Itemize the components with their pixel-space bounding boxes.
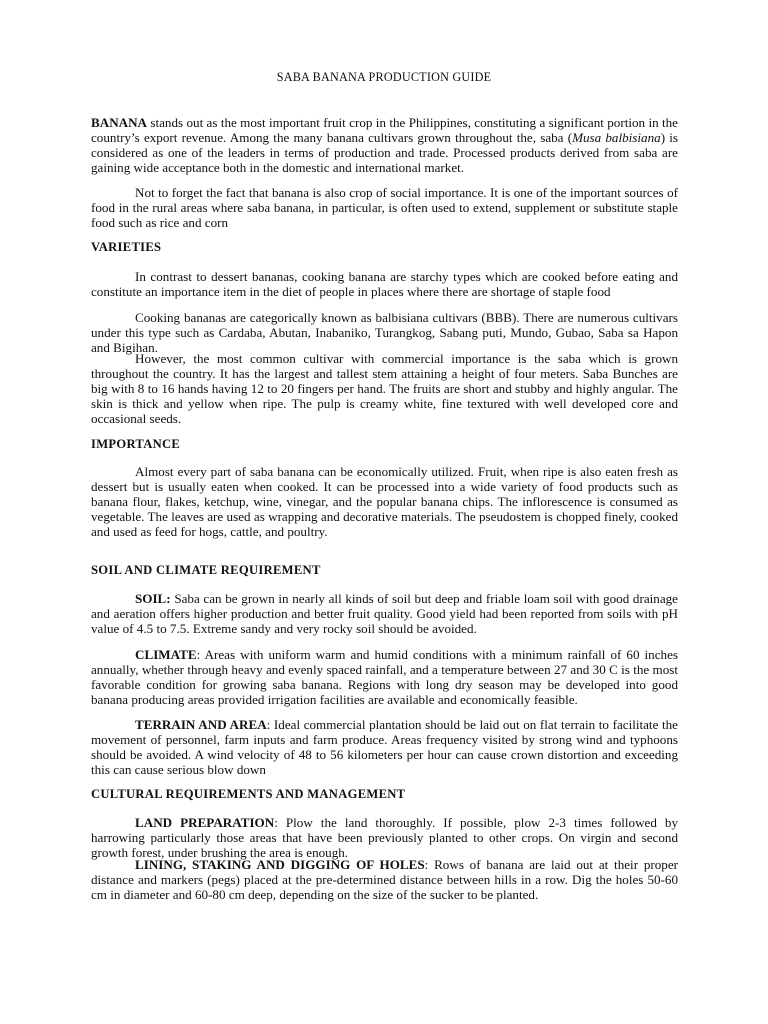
varieties-paragraph-1: In contrast to dessert bananas, cooking banana are starchy types which are cooked before eating and constitute an importance item in the diet of people in places where there are shortage of staple food [91, 269, 678, 299]
importance-heading: IMPORTANCE [91, 437, 181, 451]
intro-text-a: stands out as the most important fruit crop in the Philippines, constituting a significant portion in the country’s export revenue. Among the many banana cultivars grown throughout the, saba ( [91, 115, 678, 145]
document-title: SABA BANANA PRODUCTION GUIDE [276, 70, 492, 84]
soil-climate-heading: SOIL AND CLIMATE REQUIREMENT [91, 563, 321, 577]
intro-paragraph-1 [91, 115, 678, 175]
lining-paragraph [91, 857, 678, 902]
climate-label: CLIMATE [135, 647, 197, 662]
importance-paragraph: Almost every part of saba banana can be economically utilized. Fruit, when ripe is also eaten fresh as dessert but is usually eaten when cooked. It can be processed into a wide variety of food products such as banana flour, flakes, ketchup, wine, vinegar, and the popular banana chips. The inflorescence is consumed as vegetable. The leaves are used as wrapping and decorative materials. The pseudostem is chopped finely, cooked and used as feed for hogs, cattle, and poultry. [91, 464, 678, 539]
land-preparation-paragraph [91, 815, 678, 860]
intro-paragraph-2: Not to forget the fact that banana is also crop of social importance. It is one of the important sources of food in the rural areas where saba banana, in particular, is often used to extend, supplement or substitute staple food such as rice and corn [91, 185, 678, 230]
soil-text: Saba can be grown in nearly all kinds of soil but deep and friable loam soil with good drainage and aeration offers higher production and better fruit quality. Good yield had been reported from soils with pH value of 4.5 to 7.5. Extreme sandy and very rocky soil should be avoided. [91, 591, 678, 636]
climate-text: : Areas with uniform warm and humid conditions with a minimum rainfall of 60 inches annually, whether through heavy and evenly spaced rainfall, and a temperature between 27 and 30 C is the most favorable condition for growing saba banana. Regions with long dry season may be developed into good banana producing areas provided irrigation facilities are available and economically feasible. [91, 647, 678, 707]
soil-label: SOIL: [135, 591, 171, 606]
intro-lead-word: BANANA [91, 115, 148, 130]
cultural-heading: CULTURAL REQUIREMENTS AND MANAGEMENT [91, 787, 406, 801]
soil-paragraph [91, 591, 678, 636]
terrain-label: TERRAIN AND AREA [135, 717, 267, 732]
terrain-paragraph [91, 717, 678, 777]
climate-paragraph [91, 647, 678, 707]
intro-text-b: ) is considered as one of the leaders in terms of production and trade. Processed products derived from saba are gaining wide acceptance both in the domestic and international market. [91, 130, 678, 175]
varieties-heading: VARIETIES [91, 240, 162, 254]
land-preparation-text: : Plow the land thoroughly. If possible, plow 2-3 times followed by harrowing particularly those areas that have been previously planted to other crops. On virgin and second growth forest, under brushing the area is enough. [91, 815, 678, 860]
terrain-text: : Ideal commercial plantation should be laid out on flat terrain to facilitate the movement of personnel, farm inputs and farm produce. Areas frequency visited by strong wind and typhoons should be avoided. A wind velocity of 48 to 56 kilometers per hour can cause crown distortion and exceeding this can cause serious blow down [91, 717, 678, 777]
lining-text: : Rows of banana are laid out at their proper distance and markers (pegs) placed at the pre-determined distance between hills in a row. Dig the holes 50-60 cm in diameter and 60-80 cm deep, depending on the size of the sucker to be planted. [91, 857, 678, 902]
varieties-paragraph-3: However, the most common cultivar with commercial importance is the saba which is grown throughout the country. It has the largest and tallest stem attaining a height of four meters. Saba Bunches are big with 8 to 16 hands having 12 to 20 fingers per hand. The fruits are short and stubby and highly angular. The skin is thick and yellow when ripe. The pulp is creamy white, fine textured with well developed core and occasional seeds. [91, 351, 678, 426]
lining-label: LINING, STAKING AND DIGGING OF HOLES [135, 857, 425, 872]
land-preparation-label: LAND PREPARATION [135, 815, 275, 830]
varieties-paragraph-2: Cooking bananas are categorically known as balbisiana cultivars (BBB). There are numerous cultivars under this type such as Cardaba, Abutan, Inabaniko, Turangkog, Sabang puti, Mundo, Gubao, Saba sa Hapon and Bigihan. [91, 310, 678, 355]
species-name: Musa balbisiana [572, 130, 661, 145]
